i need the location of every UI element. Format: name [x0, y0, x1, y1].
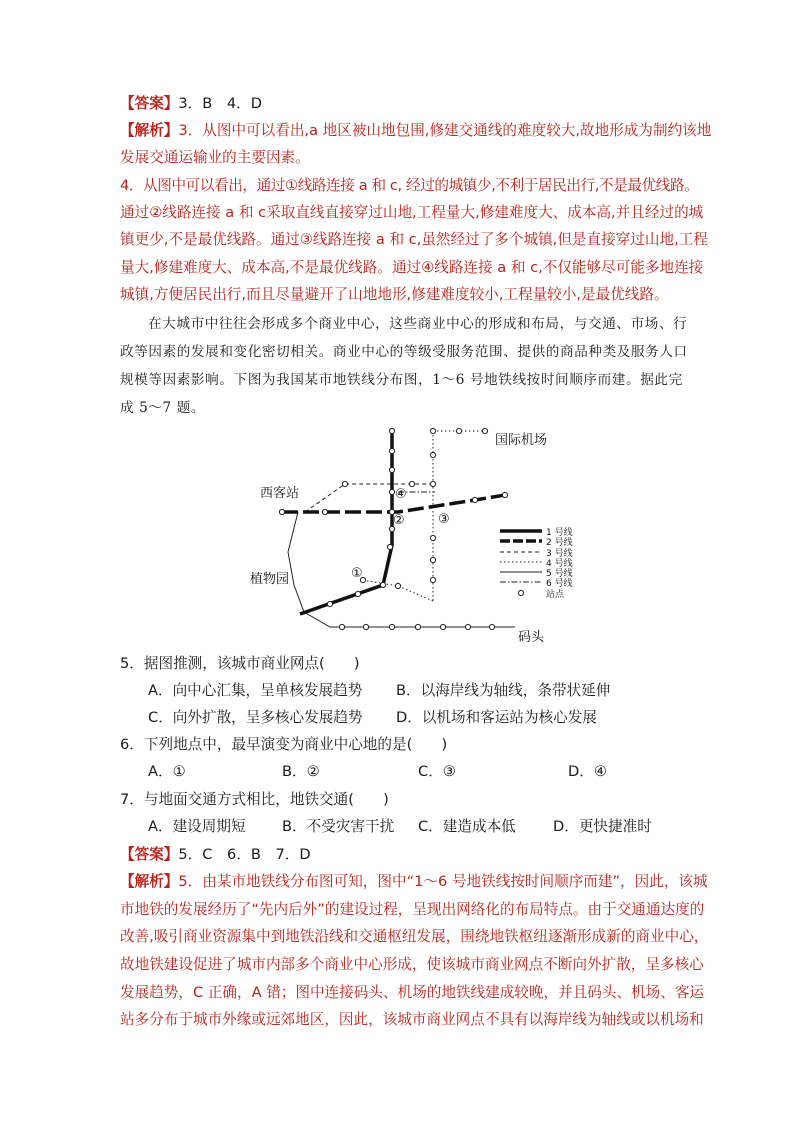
station [395, 583, 400, 588]
label-dock: 码头 [518, 630, 545, 645]
marker-3: ③ [438, 512, 450, 527]
legend-label-line1: 1 号线 [546, 528, 573, 538]
analysis-line: 镇更少,不是最优线路。通过③线路连接 a 和 c,虽然经过了多个城镇,但是直接穿过山地,工程 [120, 231, 708, 248]
analysis-text: 3．从图中可以看出,a 地区被山地包围,修建交通线的难度较大,故地形成为制约该地 [178, 122, 712, 139]
analysis-line: 故地铁建设促进了城市内部多个商业中心形成，使该城市商业网点不断向外扩散，呈多核心 [120, 956, 704, 973]
label-west-station: 西客站 [260, 486, 300, 501]
answer-tag: 【答案】 [120, 95, 179, 112]
answer-text: 5．C 6．B 7．D [178, 846, 311, 863]
analysis-line: 量大,修建难度大、成本高,不是最优线路。通过④线路连接 a 和 c,不仅能够尽可能多地连接 [120, 259, 704, 276]
analysis-tag: 【解析】 [120, 873, 179, 890]
question-5-stem: 5．据图推测，该城市商业网点( ) [120, 655, 360, 672]
q7-option-a: A．建设周期短 [148, 818, 246, 835]
q6-option-c: C．③ [418, 763, 456, 780]
q6-option-d: D．④ [568, 763, 607, 780]
marker-1: ① [351, 566, 363, 581]
q7-option-d: D．更快捷准时 [553, 818, 652, 835]
analysis-line: 改善,吸引商业资源集中到地铁沿线和交通枢纽发展，围绕地铁枢纽逐渐形成新的商业中心， [120, 928, 709, 945]
analysis-line: 城镇,方便居民出行,而且尽量避开了山地地形,修建难度较小,工程量较小,是最优线路。 [120, 286, 669, 303]
q7-option-b: B．不受灾害干扰 [282, 818, 395, 835]
intro-line: 在大城市中往往会形成多个商业中心，这些商业中心的形成和布局，与交通、市场、行 [148, 316, 688, 332]
analysis-text: 5．由某市地铁线分布图可知，图中“1～6 号地铁线按时间顺序而建”，因此，该城 [178, 873, 708, 890]
station [322, 509, 327, 514]
station [389, 467, 394, 472]
station [430, 428, 435, 433]
station [430, 535, 435, 540]
question-7-stem: 7．与地面交通方式相比，地铁交通( ) [120, 791, 389, 808]
q5-option-b: B．以海岸线为轴线，条带状延伸 [396, 682, 611, 699]
station [456, 428, 461, 433]
station [465, 624, 470, 629]
station [387, 544, 392, 549]
q6-option-a: A．① [148, 763, 186, 780]
q7-option-c: C．建造成本低 [418, 818, 516, 835]
map-legend [500, 526, 573, 600]
station [355, 591, 360, 596]
analysis-line: 市地铁的发展经历了“先内后外”的建设过程，呈现出网络化的布局特点。由于交通通达度的 [120, 901, 705, 918]
station [327, 601, 332, 606]
legend-label-line4: 4 号线 [546, 559, 573, 569]
station [342, 481, 347, 486]
station [489, 624, 494, 629]
analysis-line: 发展趋势，C 正确，A 错；图中连接码头、机场的地铁线建成较晚，并且码头、机场、客运 [120, 984, 705, 1001]
legend-label-station: 站点 [546, 590, 565, 600]
legend-label-line5: 5 号线 [546, 569, 573, 579]
station [502, 492, 507, 497]
legend-label-line2: 2 号线 [546, 538, 573, 548]
metro-line-5 [288, 512, 515, 627]
q5-option-c: C．向外扩散，呈多核心发展趋势 [148, 709, 363, 726]
analysis-line: 通过②线路连接 a 和 c采取直线直接穿过山地,工程量大,修建难度大、成本高,并且经过的城 [120, 204, 704, 221]
analysis-line: 站多分布于城市外缘或远郊地区，因此，该城市商业网点不具有以海岸线为轴线或以机场和 [120, 1011, 704, 1028]
station [389, 489, 394, 494]
metro-line-4 [362, 431, 485, 601]
answer-line-5-7 [120, 845, 680, 865]
q6-option-b: B．② [282, 763, 320, 780]
legend-label-line3: 3 号线 [546, 549, 573, 559]
intro-line: 成 5～7 题。 [120, 400, 206, 416]
analysis-line: 发展交通运输业的主要因素。 [120, 149, 310, 166]
legend-swatch-station [518, 590, 523, 595]
q5-option-d: D．以机场和客运站为核心发展 [396, 709, 597, 726]
station [389, 448, 394, 453]
legend-label-line6: 6 号线 [546, 579, 573, 589]
intro-line: 政等因素的发展和变化密切相关。商业中心的等级受服务范围、提供的商品种类及服务人口 [120, 344, 688, 360]
station [380, 582, 385, 587]
analysis-line: 4．从图中可以看出，通过①线路连接 a 和 c, 经过的城镇少,不利于居民出行,不是最优线路。 [120, 177, 699, 194]
answer-text: 3．B 4．D [178, 95, 262, 112]
station [440, 624, 445, 629]
station [472, 497, 477, 502]
analysis-tag: 【解析】 [120, 122, 179, 139]
station [430, 481, 435, 486]
answer-tag: 【答案】 [120, 846, 179, 863]
station [409, 481, 414, 486]
station [430, 452, 435, 457]
intro-line: 规模等因素影响。下图为我国某市地铁线分布图，1～6 号地铁线按时间顺序而建。据此完 [120, 372, 683, 388]
analysis-line [120, 872, 708, 892]
station [389, 428, 394, 433]
station [389, 624, 394, 629]
station [363, 624, 368, 629]
question-6-stem: 6．下列地点中，最早演变为商业中心地的是( ) [120, 736, 448, 753]
q5-option-a: A．向中心汇集，呈单核发展趋势 [148, 682, 363, 699]
station [415, 624, 420, 629]
station [279, 509, 284, 514]
station [430, 557, 435, 562]
label-airport: 国际机场 [495, 433, 548, 448]
marker-4: ④ [395, 487, 407, 502]
label-botanical-garden: 植物园 [250, 572, 290, 587]
metro-line-1 [300, 431, 392, 614]
station [482, 428, 487, 433]
station [430, 577, 435, 582]
station [339, 624, 344, 629]
marker-2: ② [393, 513, 405, 528]
